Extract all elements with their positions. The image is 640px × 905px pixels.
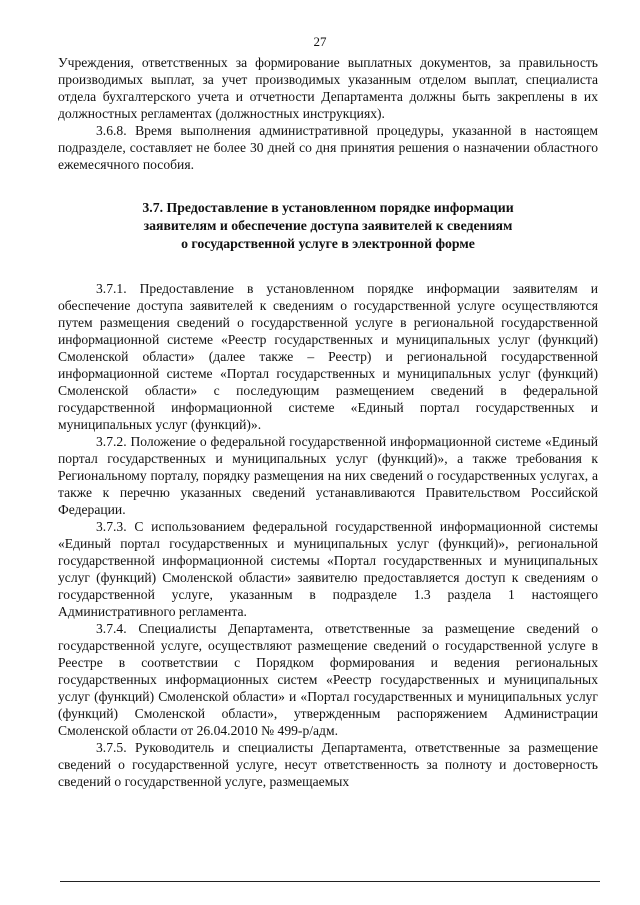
section-title-line-1: 3.7. Предоставление в установленном порядке информации [142,200,514,215]
paragraph-3-7-2: 3.7.2. Положение о федеральной государственной информационной системе «Единый портал государственных и муниципальных услуг (функций)», а также требования к Региональному порталу, порядку размещения на них сведений о государственных услугах, а также к перечню указанных сведений устанавливаются Правительством Российской Федерации. [58,434,598,517]
paragraph-3-7-1: 3.7.1. Предоставление в установленном порядке информации заявителям и обеспечение доступа заявителей к сведениям о государственной услуге осуществляются путем размещения сведений о государственной услуге в региональной государственной информационной системе «Реестр государственных и муниципальных услуг (функций) Смоленской области» (далее также – Реестр) и региональной государственной информационной системе «Портал государственных и муниципальных услуг (функций) Смоленской области» с последующим размещением сведений в федеральной государственной информационной системе «Единый портал государственных и муниципальных услуг (функций)». [58,281,598,432]
section-title [58,199,598,253]
page-number: 27 [313,34,327,49]
document-body [58,54,598,790]
section-title-line-3: о государственной услуге в электронной форме [181,236,475,251]
paragraph-3-7-4: 3.7.4. Специалисты Департамента, ответственные за размещение сведений о государственной услуге, осуществляют размещение сведений о государственной услуге в Реестре в соответствии с Порядком формирования и ведения региональных государственных информационных систем «Реестр государственных и муниципальных услуг (функций) Смоленской области» и «Портал государственных и муниципальных услуг (функций) Смоленской области», утвержденным распоряжением Администрации Смоленской области от 26.04.2010 № 499-р/адм. [58,621,598,738]
paragraph-continuation: Учреждения, ответственных за формирование выплатных документов, за правильность производимых выплат, за учет производимых указанным отделом выплат, специалиста отдела бухгалтерского учета и отчетности Департамента должны быть закреплены в их должностных регламентах (должностных инструкциях). [58,55,598,121]
paragraph-3-7-3: 3.7.3. С использованием федеральной государственной информационной системы «Единый портал государственных и муниципальных услуг (функций)», региональной государственной информационной системы «Портал государственных и муниципальных услуг (функций) Смоленской области» заявителю предоставляется доступ к сведениям о государственной услуге, указанным в подразделе 1.3 раздела 1 настоящего Административного регламента. [58,519,598,619]
footer-divider [60,881,600,882]
paragraph-3-7-5: 3.7.5. Руководитель и специалисты Департамента, ответственные за размещение сведений о государственной услуге, несут ответственность за полноту и достоверность сведений о государственной услуге, размещаемых [58,740,598,789]
section-title-line-2: заявителям и обеспечение доступа заявителей к сведениям [143,218,513,233]
paragraph-3-6-8: 3.6.8. Время выполнения административной процедуры, указанной в настоящем подразделе, составляет не более 30 дней со дня принятия решения о назначении областного ежемесячного пособия. [58,123,598,172]
